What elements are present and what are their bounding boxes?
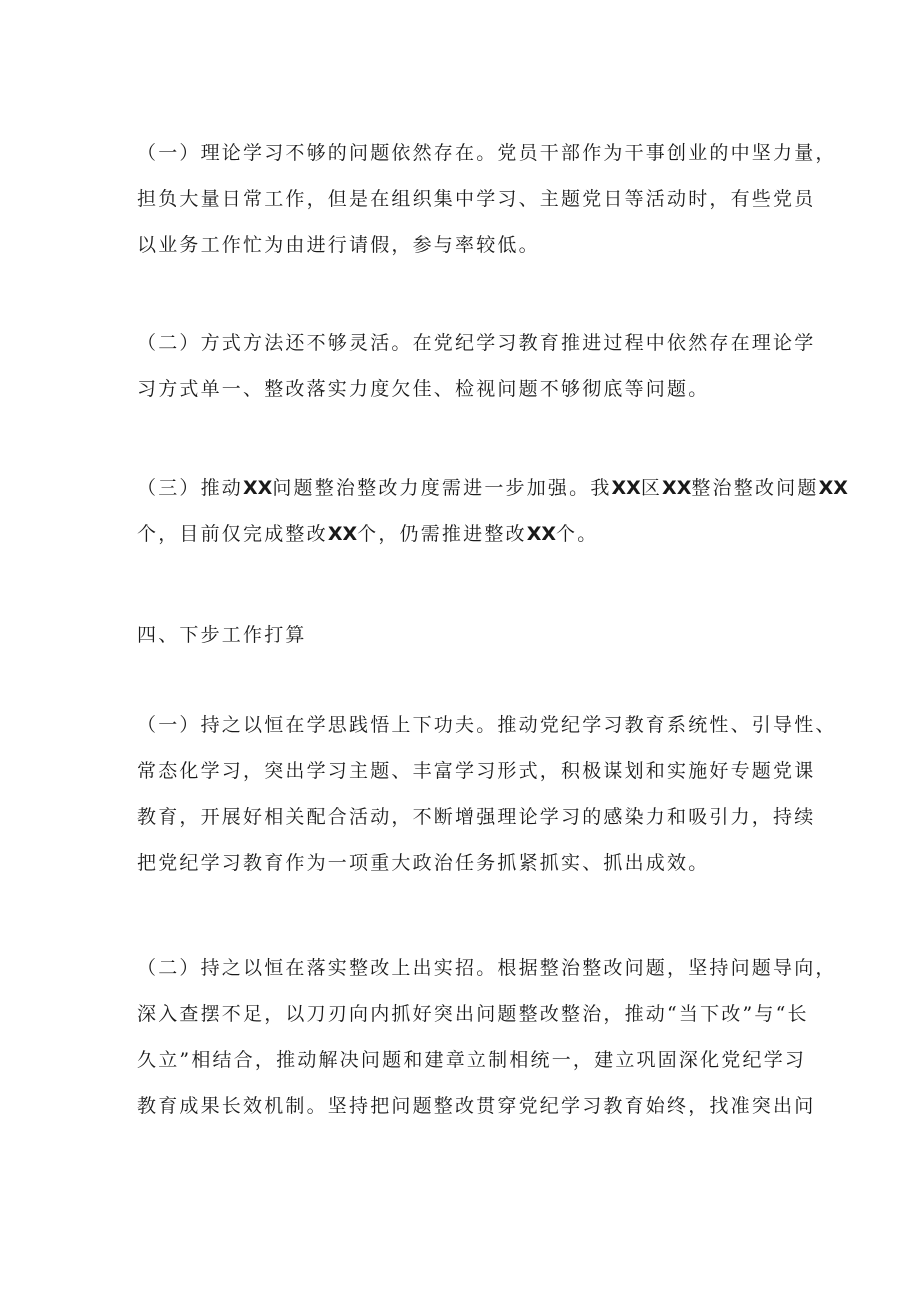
text-segment: 问题整治整改力度需进一步加强。我: [272, 477, 612, 499]
text-line: 教育成果长效机制。坚持把问题整改贯穿党纪学习教育始终，找准突出问: [137, 1095, 816, 1117]
paragraph-theory-study-issue: [137, 130, 837, 268]
text-line: [137, 511, 797, 557]
text-segment: 整治整改问题: [691, 477, 819, 499]
placeholder-xx: XX: [243, 477, 273, 499]
text-line: 常态化学习，突出学习主题、丰富学习形式，积极谋划和实施好专题党课: [137, 760, 816, 782]
text-segment: （三）推动: [137, 477, 244, 499]
text-line: 习方式单一、整改落实力度欠佳、检视问题不够彻底等问题。: [137, 378, 710, 400]
text-line: （二）方式方法还不够灵活。在党纪学习教育推进过程中依然存在理论学: [137, 332, 816, 354]
text-line: 教育，开展好相关配合活动，不断增强理论学习的感染力和吸引力，持续: [137, 806, 816, 828]
text-line: （二）持之以恒在落实整改上出实招。根据整治整改问题，坚持问题导向，: [137, 957, 837, 979]
text-line: 深入查摆不足，以刀刃向内抓好突出问题整改整治，推动“当下改”与“长: [137, 1003, 809, 1025]
text-segment: 个，目前仅完成整改: [137, 523, 328, 545]
placeholder-xx: XX: [327, 523, 358, 545]
text-line: [137, 465, 848, 511]
text-line: 久立”相结合，推动解决问题和建章立制相统一，建立巩固深化党纪学习: [137, 1049, 807, 1071]
text-segment: 个，仍需推进整改: [357, 523, 527, 545]
text-line: （一）持之以恒在学思践悟上下功夫。推动党纪学习教育系统性、引导性、: [137, 714, 837, 736]
paragraph-methods-issue: [137, 320, 816, 412]
placeholder-xx: XX: [662, 477, 692, 499]
section-heading-next-steps: 四、下步工作打算: [137, 624, 307, 646]
placeholder-xx: XX: [611, 477, 641, 499]
paragraph-study-effort: [137, 702, 837, 886]
text-segment: 区: [640, 477, 663, 499]
text-line: 把党纪学习教育作为一项重大政治任务抓紧抓实、抓出成效。: [137, 852, 710, 874]
text-line: 担负大量日常工作，但是在组织集中学习、主题党日等活动时，有些党员: [137, 188, 816, 210]
paragraph-rectification-measures: [137, 945, 837, 1129]
text-line: 以业务工作忙为由进行请假，参与率较低。: [137, 234, 540, 256]
placeholder-xx: XX: [818, 477, 848, 499]
text-segment: 个。: [556, 523, 599, 545]
paragraph-rectification-issue: [137, 465, 848, 557]
placeholder-xx: XX: [526, 523, 557, 545]
text-line: （一）理论学习不够的问题依然存在。党员干部作为干事创业的中坚力量，: [137, 142, 837, 164]
